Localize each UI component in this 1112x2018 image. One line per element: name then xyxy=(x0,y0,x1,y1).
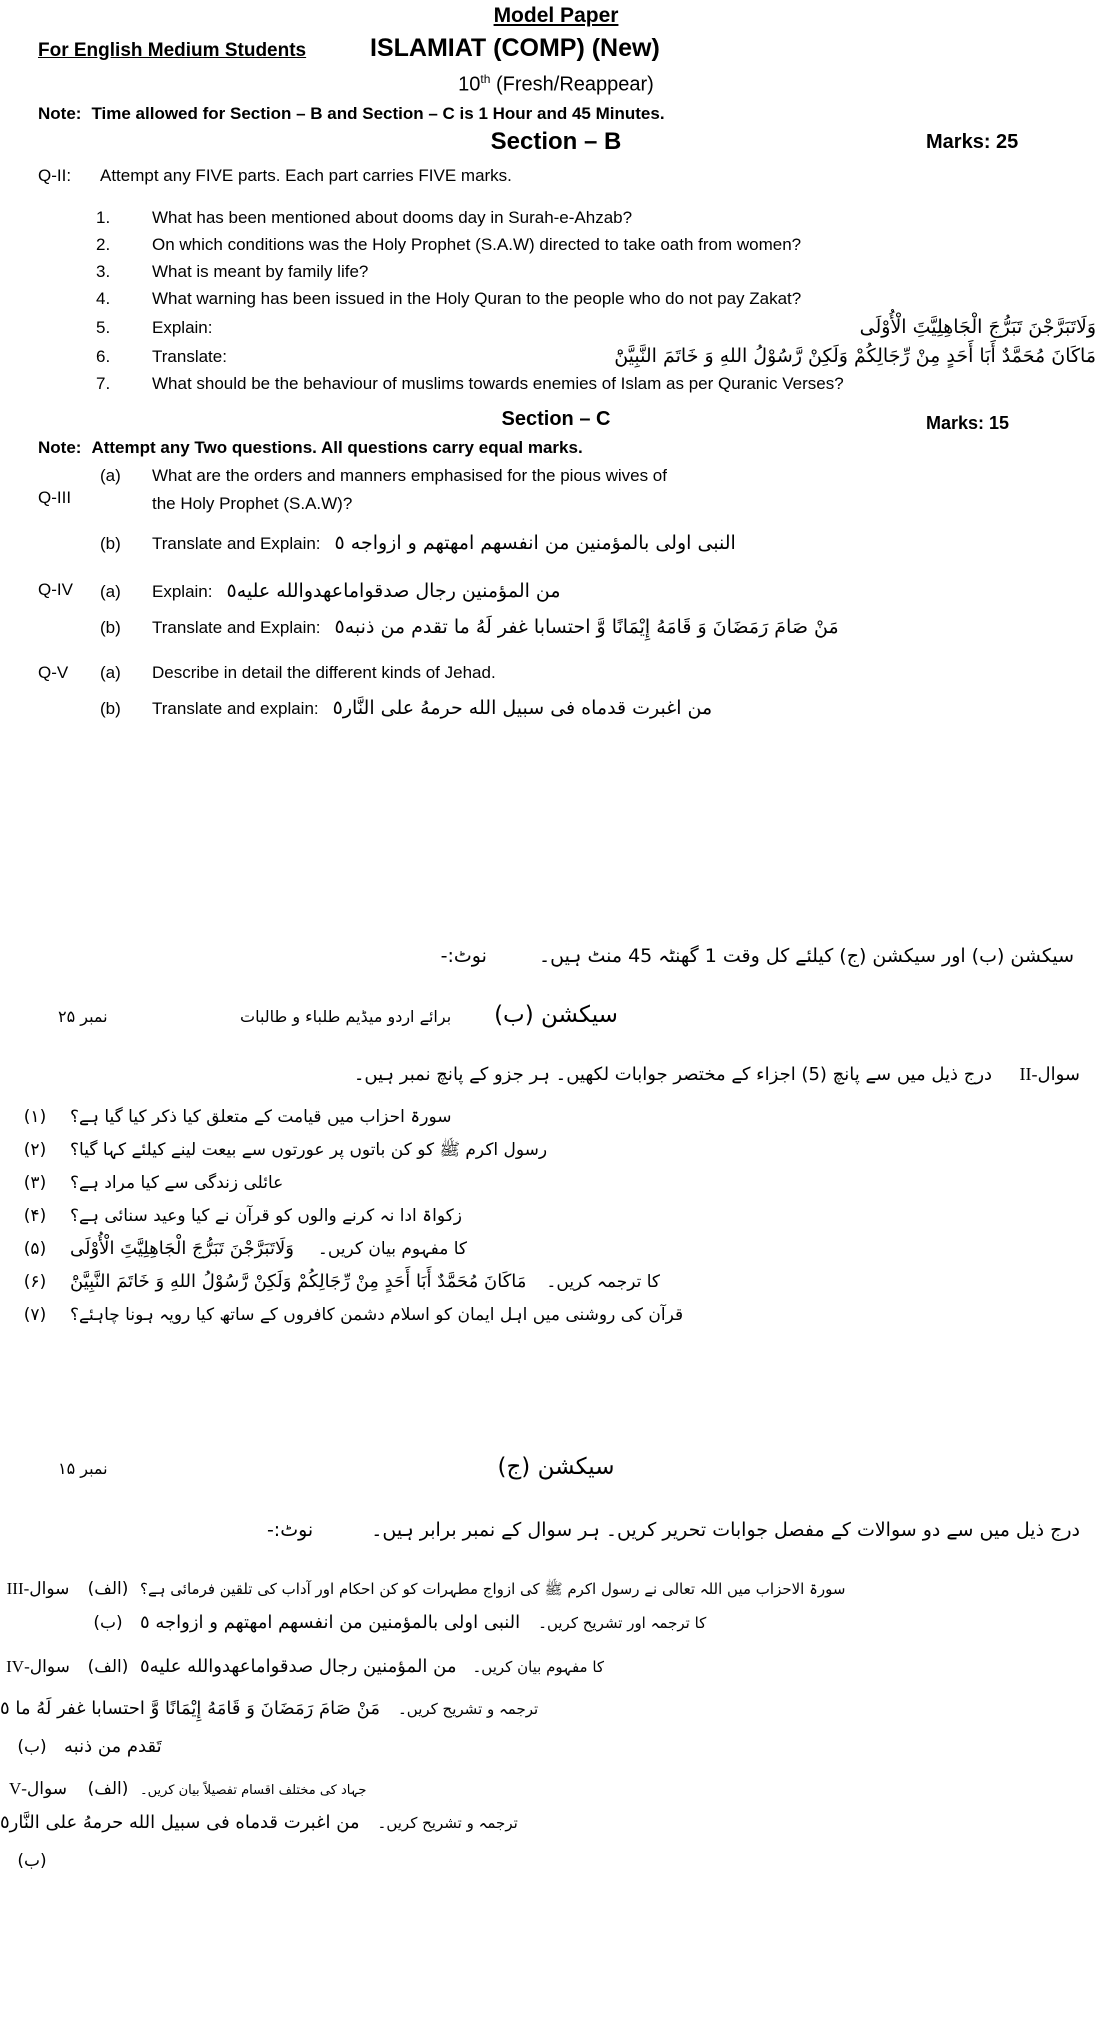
question-2-text: Attempt any FIVE parts. Each part carries FIVE marks. xyxy=(100,166,512,185)
urdu-question-row xyxy=(0,1578,1080,1602)
question-block-3 xyxy=(38,466,1098,556)
page-title xyxy=(0,4,1112,28)
urdu-note-text: سیکشن (ب) اور سیکشن (ج) کیلئے کل وقت 1 گھنٹہ 45 منٹ ہیں۔ xyxy=(538,945,1074,967)
urdu-question-2-text: درج ذیل میں سے پانچ (5) اجزاء کے مختصر جوابات لکھیں۔ ہر جزو کے پانچ نمبر ہیں۔ xyxy=(353,1064,993,1085)
urdu-question-2-instruction xyxy=(0,1062,1080,1087)
time-note xyxy=(38,104,665,124)
urdu-question-label: سوال-III xyxy=(6,1579,70,1598)
item-number: 1. xyxy=(96,208,111,227)
header-subject-row xyxy=(0,34,1112,68)
model-paper-label: Model Paper xyxy=(493,4,619,27)
urdu-list-item xyxy=(0,1271,1080,1295)
class-number: 10 xyxy=(458,73,481,96)
urdu-item-text: عائلی زندگی سے کیا مراد ہے؟ xyxy=(70,1173,284,1193)
urdu-note-label: نوٹ:- xyxy=(440,945,487,967)
note-label: Note: xyxy=(38,104,82,123)
part-verb: Translate and Explain: xyxy=(152,617,321,637)
urdu-item-text: سورۃ احزاب میں قیامت کے متعلق کیا ذکر کیا گیا ہے؟ xyxy=(70,1107,452,1127)
urdu-item-suffix: کا ترجمہ کریں۔ xyxy=(546,1272,661,1292)
urdu-item-text: قرآن کی روشنی میں اہل ایمان کو اسلام دشمن کافروں کے ساتھ کیا رویہ ہونا چاہئے؟ xyxy=(70,1305,684,1325)
question-block-5 xyxy=(38,663,1098,721)
list-item xyxy=(96,316,1096,340)
urdu-question-row xyxy=(0,1698,1080,1722)
item-text: On which conditions was the Holy Prophet (S.A.W) directed to take oath from women? xyxy=(152,235,802,254)
urdu-list-item xyxy=(0,1139,1080,1163)
urdu-section-c-questions xyxy=(0,1578,1080,1884)
section-c-note xyxy=(38,438,583,458)
item-text: What warning has been issued in the Holy Quran to the people who do not pay Zakat? xyxy=(152,289,802,308)
section-b-heading: Section – B xyxy=(490,128,622,155)
urdu-list-item xyxy=(0,1172,1080,1196)
exam-type: (Fresh/Reappear) xyxy=(495,73,654,96)
arabic-verse: تَقدم من ذنبه xyxy=(64,1736,162,1757)
part-verb: Explain: xyxy=(152,581,213,601)
urdu-part-suffix: کا مفہوم بیان کریں۔ xyxy=(472,1658,605,1676)
class-ordinal-suffix: th xyxy=(480,72,491,86)
part-letter: (a) xyxy=(100,663,121,683)
urdu-part-letter: (ب) xyxy=(93,1613,123,1633)
urdu-item-number: (۴) xyxy=(23,1206,47,1226)
urdu-question-label: سوال-IV xyxy=(6,1657,70,1676)
urdu-item-number: (۷) xyxy=(23,1305,47,1325)
urdu-note-text: درج ذیل میں سے دو سوالات کے مفصل جوابات تحریر کریں۔ ہر سوال کے نمبر برابر ہیں۔ xyxy=(371,1519,1080,1541)
note-text: Attempt any Two questions. All questions carry equal marks. xyxy=(91,438,583,457)
question-part xyxy=(38,532,1098,556)
question-5-label: Q-V xyxy=(38,663,69,683)
urdu-section-b-items xyxy=(0,1106,1080,1337)
arabic-verse: وَلَاتَبَرَّجْنَ تَبَرُّجَ الْجَاهِلِيَّتَِ الْأُوْلَى xyxy=(70,1238,294,1259)
section-c-heading: Section – C xyxy=(501,408,611,430)
urdu-part-letter: (الف) xyxy=(87,1657,129,1677)
urdu-part-suffix: ترجمہ و تشریح کریں۔ xyxy=(377,1814,518,1832)
class-line xyxy=(0,72,1112,97)
urdu-medium-label: برائے اردو میڈیم طلباء و طالبات xyxy=(240,1007,452,1026)
urdu-list-item xyxy=(0,1304,1080,1328)
urdu-question-row xyxy=(0,1656,1080,1680)
part-verb: Translate and Explain: xyxy=(152,534,321,553)
question-part xyxy=(38,616,1098,640)
urdu-section-c-marks: نمبر ۱۵ xyxy=(58,1459,108,1478)
arabic-verse: مَاكَانَ مُحَمَّدٌ أَبَا أَحَدٍ مِنْ رِّجَالِكُمْ وَلَكِنْ رَّسُوْلُ اللهِ وَ خَاتَمَ النَّبِيَّنَْ xyxy=(70,1271,527,1292)
arabic-verse: مَاكَانَ مُحَمَّدٌ أَبَا أَحَدٍ مِنْ رِّجَالِكُمْ وَلَكِنْ رَّسُوْلُ اللهِ وَ خَاتَمَ النَّبِيَّنَْ xyxy=(614,344,1096,367)
urdu-part-suffix: کا ترجمہ اور تشریح کریں۔ xyxy=(538,1614,707,1632)
urdu-section-b-heading: سیکشن (ب) xyxy=(494,1002,618,1028)
item-number: 2. xyxy=(96,235,111,254)
urdu-question-label: سوال-V xyxy=(8,1779,68,1798)
urdu-item-text: رسول اکرم ﷺ کو کن باتوں پر عورتوں سے بیعت لینے کیلئے کہا گیا؟ xyxy=(70,1140,548,1160)
question-part xyxy=(38,663,1098,685)
urdu-section-c-note xyxy=(0,1518,1080,1544)
urdu-question-row xyxy=(0,1778,1080,1802)
urdu-section-b-header xyxy=(0,1000,1112,1040)
section-c-marks: Marks: 15 xyxy=(926,413,1010,433)
question-part xyxy=(38,580,1098,604)
urdu-part-text: جہاد کی مختلف اقسام تفصیلاً بیان کریں۔ xyxy=(140,1783,367,1798)
question-block-4 xyxy=(38,580,1098,640)
part-text: Describe in detail the different kinds of Jehad. xyxy=(152,663,496,683)
part-verb: Translate and explain: xyxy=(152,699,319,719)
urdu-section-c-header xyxy=(0,1452,1112,1496)
question-3-label: Q-III xyxy=(38,488,72,507)
arabic-verse: مَنْ صَامَ رَمَضَانَ وَ قَامَهُ إِيْمَانًا وَّ احتسابا غفر لَهُ ما تقدم من ذنبه٥ xyxy=(334,615,839,638)
item-verb: Translate: xyxy=(152,346,227,366)
note-text: Time allowed for Section – B and Section – C is 1 Hour and 45 Minutes. xyxy=(91,104,665,123)
medium-label: For English Medium Students xyxy=(38,40,307,61)
urdu-part-letter: (ب) xyxy=(17,1737,47,1757)
part-letter: (a) xyxy=(100,466,121,485)
list-item xyxy=(96,345,1096,369)
urdu-list-item xyxy=(0,1238,1080,1262)
arabic-verse: من المؤمنين رجال صدقواماعهدوالله عليه٥ xyxy=(140,1656,457,1677)
question-part xyxy=(38,466,1098,488)
arabic-verse: من اغبرت قدماه فى سبيل الله حرمهُ على النَّار٥ xyxy=(0,1812,360,1833)
urdu-note-label: نوٹ:- xyxy=(266,1519,314,1541)
part-text: What are the orders and manners emphasised for the pious wives of xyxy=(152,466,667,485)
urdu-list-item xyxy=(0,1205,1080,1229)
item-verb: Explain: xyxy=(152,318,213,337)
question-part xyxy=(38,697,1098,721)
arabic-verse: من اغبرت قدماه فى سبيل الله حرمهُ على النَّار٥ xyxy=(332,697,713,720)
part-letter: (b) xyxy=(100,699,121,719)
part-text-continued: the Holy Prophet (S.A.W)? xyxy=(152,494,353,513)
item-number: 4. xyxy=(96,289,111,308)
item-number: 7. xyxy=(96,373,111,393)
subject-title: ISLAMIAT (COMP) (New) xyxy=(370,34,660,62)
section-b-items xyxy=(96,208,1096,401)
urdu-item-text: زکواۃ ادا نہ کرنے والوں کو قرآن نے کیا وعید سنائی ہے؟ xyxy=(70,1206,462,1226)
arabic-verse: النبى اولى بالمؤمنين من انفسهم امهتهم و ازواجه ٥ xyxy=(334,532,736,554)
list-item xyxy=(96,208,1096,230)
section-b-marks: Marks: 25 xyxy=(926,131,1019,153)
list-item xyxy=(96,289,1096,311)
arabic-verse: النبى اولى بالمؤمنين من انفسهم امهتهم و ازواجه ٥ xyxy=(140,1612,521,1633)
urdu-section-b-marks: نمبر ۲۵ xyxy=(58,1007,108,1026)
item-text: What has been mentioned about dooms day in Surah-e-Ahzab? xyxy=(152,208,633,227)
section-c-questions xyxy=(38,466,1098,735)
list-item xyxy=(96,262,1096,284)
urdu-part-letter: (الف) xyxy=(87,1579,129,1599)
urdu-part-suffix: ترجمہ و تشریح کریں۔ xyxy=(397,1700,539,1718)
arabic-verse: مَنْ صَامَ رَمَضَانَ وَ قَامَهُ إِيْمَانًا وَّ احتسابا غفر لَهُ ما ٥ xyxy=(0,1698,380,1719)
urdu-question-2-label: سوال-II xyxy=(1019,1064,1080,1084)
item-text: What is meant by family life? xyxy=(152,262,369,281)
urdu-list-item xyxy=(0,1106,1080,1130)
list-item xyxy=(96,374,1096,396)
item-number: 3. xyxy=(96,262,111,281)
urdu-time-note xyxy=(0,944,1074,970)
urdu-section-c-heading: سیکشن (ج) xyxy=(497,1454,615,1480)
note-label: Note: xyxy=(38,438,82,457)
urdu-part-text: سورۃ الاحزاب میں اللہ تعالى نے رسول اکرم ﷺ کی ازواج مطہرات کو کن احکام اور آداب کی تلقین فرمائی ہے؟ xyxy=(140,1580,846,1598)
urdu-item-number: (۲) xyxy=(23,1140,47,1160)
urdu-item-number: (۳) xyxy=(23,1173,47,1193)
urdu-question-row xyxy=(0,1850,1080,1874)
arabic-verse: من المؤمنين رجال صدقواماعهدوالله عليه٥ xyxy=(226,579,561,602)
arabic-verse: وَلَاتَبَرَّجْنَ تَبَرُّجَ الْجَاهِلِيَّتَِ الْأُوْلَى xyxy=(859,316,1096,338)
list-item xyxy=(96,235,1096,257)
urdu-item-number: (۵) xyxy=(23,1239,47,1259)
urdu-question-row xyxy=(0,1812,1080,1836)
urdu-part-letter: (الف) xyxy=(87,1779,129,1799)
urdu-item-number: (۶) xyxy=(23,1272,47,1292)
urdu-question-row xyxy=(0,1736,1080,1760)
item-number: 6. xyxy=(96,346,111,366)
item-number: 5. xyxy=(96,318,111,337)
question-2-instruction xyxy=(38,166,512,186)
question-2-label: Q-II: xyxy=(38,166,72,185)
urdu-part-letter: (ب) xyxy=(17,1851,47,1871)
question-4-label: Q-IV xyxy=(38,579,73,599)
part-letter: (a) xyxy=(100,581,121,601)
item-text: What should be the behaviour of muslims towards enemies of Islam as per Quranic Verses? xyxy=(152,373,844,393)
part-letter: (b) xyxy=(100,534,121,553)
urdu-question-row xyxy=(0,1612,1080,1636)
part-letter: (b) xyxy=(100,617,121,637)
urdu-item-number: (۱) xyxy=(23,1107,47,1127)
urdu-item-suffix: کا مفہوم بیان کریں۔ xyxy=(317,1239,468,1259)
